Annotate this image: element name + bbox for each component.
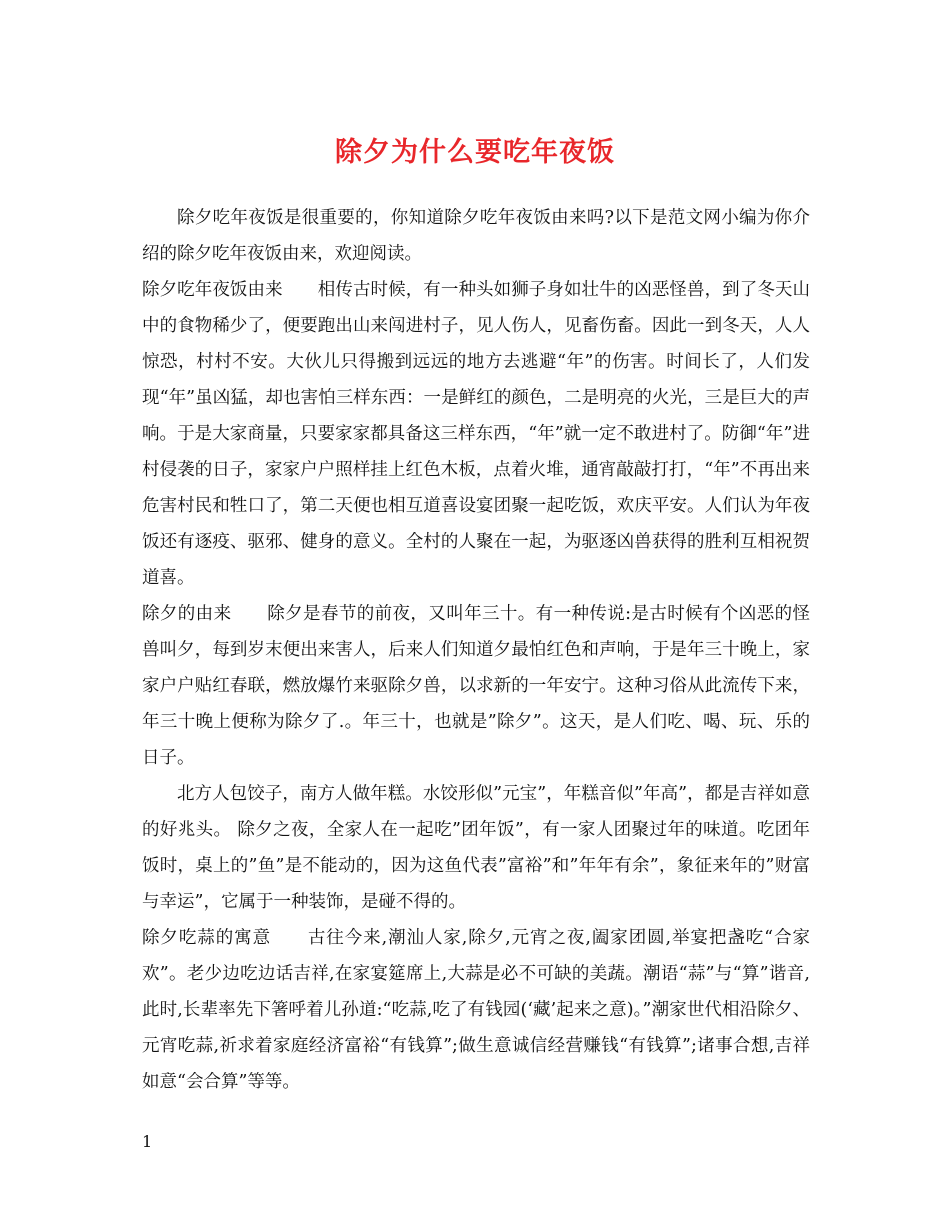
paragraph-dumplings-fish: 北方人包饺子，南方人做年糕。水饺形似”元宝”，年糕音似”年高”，都是吉祥如意的好兆头。 除夕之夜，全家人在一起吃”团年饭”，有一家人团聚过年的味道。吃团年饭时，桌上的”鱼”是不能动的，因为这鱼代表”富裕”和”年年有余”，象征来年的”财富与幸运”，它属于一种装饰，是碰不得的。 bbox=[142, 784, 810, 912]
paragraph-chuxi-origin: 除夕的由来 除夕是春节的前夜，又叫年三十。有一种传说:是古时候有个凶恶的怪兽叫夕，每到岁末便出来害人，后来人们知道夕最怕红色和声响，于是年三十晚上，家家户户贴红春联，燃放爆竹来驱除夕兽，以求新的一年安宁。这种习俗从此流传下来，年三十晚上便称为除夕了.。年三十，也就是”除夕”。这天，是人们吃、喝、玩、乐的日子。 bbox=[142, 604, 810, 768]
document-body bbox=[142, 200, 810, 1100]
page-number: 1 bbox=[142, 1132, 153, 1151]
paragraph-intro: 除夕吃年夜饭是很重要的，你知道除夕吃年夜饭由来吗?以下是范文网小编为你介绍的除夕吃年夜饭由来，欢迎阅读。 bbox=[142, 208, 810, 264]
page-title: 除夕为什么要吃年夜饭 bbox=[335, 137, 615, 168]
paragraph-new-year-dinner-origin: 除夕吃年夜饭由来 相传古时候，有一种头如狮子身如壮牛的凶恶怪兽，到了冬天山中的食物稀少了，便要跑出山来闯进村子，见人伤人，见畜伤畜。因此一到冬天，人人惊恐，村村不安。大伙儿只得搬到远远的地方去逃避“年”的伤害。时间长了，人们发现“年”虽凶猛，却也害怕三样东西：一是鲜红的颜色，二是明亮的火光，三是巨大的声响。于是大家商量，只要家家都具备这三样东西，“年”就一定不敢进村了。防御“年”进村侵袭的日子，家家户户照样挂上红色木板，点着火堆，通宵敲敲打打，“年”不再出来危害村民和牲口了，第二天便也相互道喜设宴团聚一起吃饭，欢庆平安。人们认为年夜饭还有逐疫、驱邪、健身的意义。全村的人聚在一起，为驱逐凶兽获得的胜利互相祝贺道喜。 bbox=[142, 280, 810, 588]
paragraph-garlic-meaning: 除夕吃蒜的寓意 古往今来,潮汕人家,除夕,元宵之夜,阖家团圆,举宴把盏吃“合家欢”。老少边吃边话吉祥,在家宴筵席上,大蒜是必不可缺的美蔬。潮语“蒜”与“算”谐音,此时,长辈率先下箸呼着儿孙道:“吃蒜,吃了有钱园(‘藏’起来之意)。”潮家世代相沿除夕、元宵吃蒜,祈求着家庭经济富裕“有钱算”;做生意诚信经营赚钱“有钱算”;诸事合想,吉祥如意“会合算”等等。 bbox=[142, 928, 810, 1092]
